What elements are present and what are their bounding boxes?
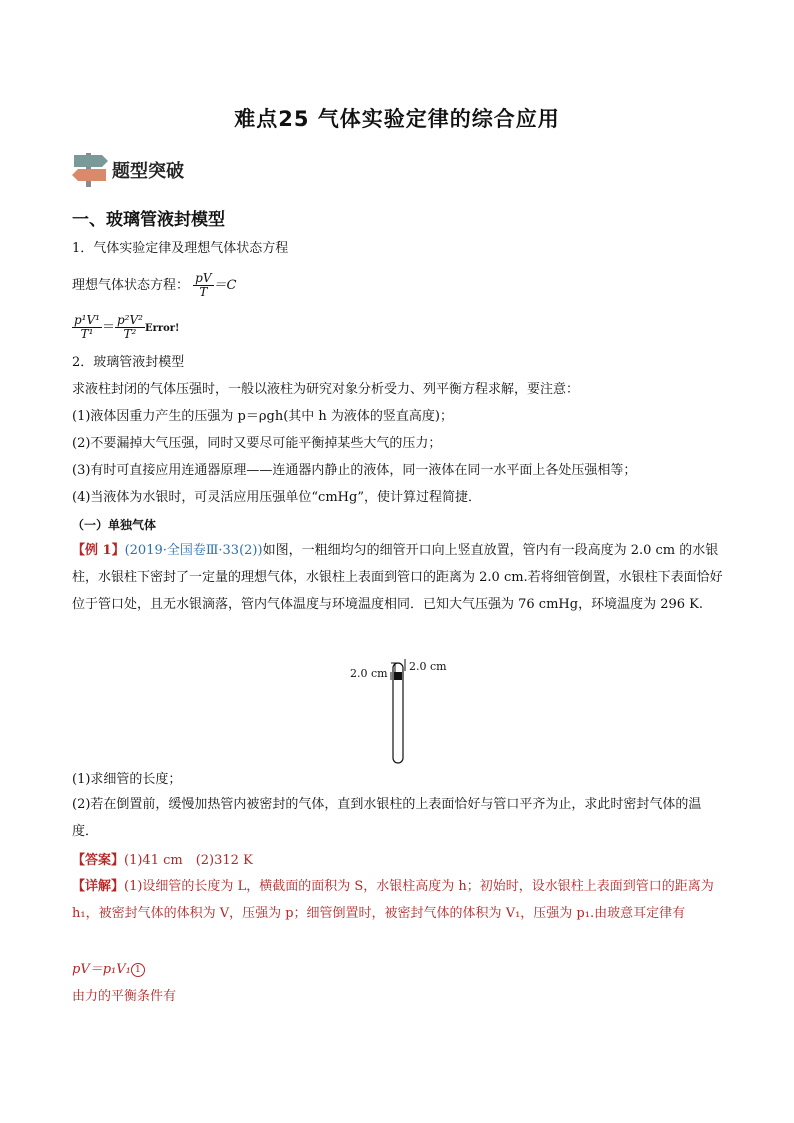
equation-1 <box>72 961 145 979</box>
point-3: (3)有时可直接应用连通器原理——连通器内静止的液体，同一液体在同一水平面上各处压强相等； <box>72 463 637 478</box>
ratio-den-2: T² <box>123 327 137 341</box>
section-heading: 一、玻璃管液封模型 <box>72 210 225 230</box>
example-paragraph <box>72 537 724 618</box>
state-eq-fraction <box>193 272 213 299</box>
figure-label-left: 2.0 cm <box>350 667 388 680</box>
state-equation <box>72 272 236 299</box>
example-tag: 【例 1】 <box>72 543 125 558</box>
balance-text: 由力的平衡条件有 <box>72 989 177 1004</box>
question-2: (2)若在倒置前，缓慢加热管内被密封的气体，直到水银柱的上表面恰好与管口平齐为止，求此时密封气体的温度． <box>72 797 702 839</box>
ratio-den-1: T¹ <box>80 327 94 341</box>
equation-1-mark: 1 <box>131 963 145 977</box>
subsection-label: （一）单独气体 <box>72 518 157 532</box>
state-eq-num: pV <box>195 271 212 285</box>
ratio-fraction-2 <box>115 314 145 341</box>
ratio-equation <box>72 314 179 341</box>
state-eq-prefix: 理想气体状态方程： <box>72 278 190 293</box>
section-badge <box>72 151 222 187</box>
answer-text: (1)41 cm (2)312 K <box>124 853 253 868</box>
detail-paragraph <box>72 873 724 927</box>
error-text: Error! <box>144 323 180 334</box>
point-2: (2)不要漏掉大气压强，同时又要尽可能平衡掉某些大气的压力； <box>72 436 442 451</box>
ratio-eq-sign: ＝ <box>101 320 115 335</box>
example-body: 如图，一粗细均匀的细管开口向上竖直放置，管内有一段高度为 2.0 cm 的水银柱，水银柱下密封了一定量的理想气体，水银柱上表面到管口的距离为 2.0 cm.若将细管倒置，水银柱下表面恰好位于管口处，且无水银滴落，管内气体温度与环境温度相同．已知大气压强为 76 cmHg，环境温度为 296 K. <box>72 543 723 612</box>
detail-tag: 【详解】 <box>72 879 125 894</box>
detail-text: (1)设细管的长度为 L，横截面的面积为 S，水银柱高度为 h；初始时，设水银柱上表面到管口的距离为 h₁，被密封气体的体积为 V，压强为 p；细管倒置时，被密封气体的体积为 V₁，压强为 p₁.由玻意耳定律有 <box>72 879 714 921</box>
state-eq-rhs: ＝C <box>213 278 237 293</box>
item1-heading: 1．气体实验定律及理想气体状态方程 <box>72 241 289 256</box>
intro-text: 求液柱封闭的气体压强时，一般以液柱为研究对象分析受力、列平衡方程求解，要注意： <box>72 382 580 397</box>
badge-label: 题型突破 <box>112 161 184 182</box>
answer <box>72 852 253 870</box>
point-4: (4)当液体为水银时，可灵活应用压强单位“cmHg”，使计算过程简捷． <box>72 490 481 505</box>
ratio-fraction-1 <box>72 314 102 341</box>
ratio-num-1: p¹V¹ <box>74 313 100 327</box>
state-eq-den: T <box>199 285 208 299</box>
item2-heading: 2．玻璃管液封模型 <box>72 355 185 370</box>
equation-1-text: pV＝p₁V₁ <box>72 962 131 977</box>
signpost-icon <box>72 151 116 187</box>
question-1: (1)求细管的长度； <box>72 772 182 787</box>
ratio-num-2: p²V² <box>116 313 143 327</box>
example-source: (2019·全国卷Ⅲ·33(2)) <box>124 543 263 558</box>
page-title: 难点25 气体实验定律的综合应用 <box>234 107 560 131</box>
figure-label-right: 2.0 cm <box>409 660 447 673</box>
tube-figure <box>345 655 465 765</box>
answer-tag: 【答案】 <box>72 853 125 868</box>
point-1: (1)液体因重力产生的压强为 p＝ρgh(其中 h 为液体的竖直高度)； <box>72 409 453 424</box>
